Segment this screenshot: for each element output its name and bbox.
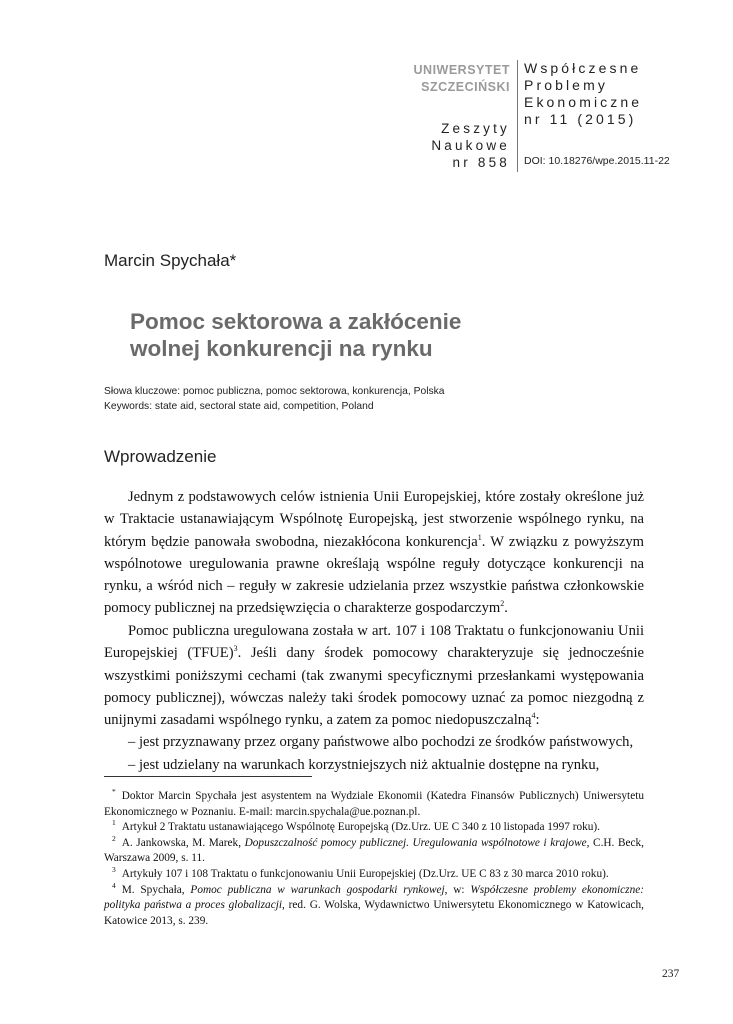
footnote-text: Artykuł 2 Traktatu ustanawiającego Wspólnotę Europejską (Dz.Urz. UE C 340 z 10 listopada 1997 roku). — [121, 821, 600, 834]
footnote-mark: 2 — [112, 834, 116, 844]
footnote-mark: * — [112, 787, 116, 797]
footnotes — [104, 789, 644, 929]
footnote-text: , red. G. Wolska, Wydawnictwo Uniwersytetu Ekonomicznego w Katowicach, Katowice 2013, s. 239. — [104, 899, 645, 927]
section-heading: Wprowadzenie — [104, 447, 217, 466]
series-line: Zeszyty — [441, 121, 510, 136]
journal-line: Ekonomiczne — [524, 94, 643, 110]
title-line: Pomoc sektorowa a zakłócenie — [130, 309, 462, 334]
footnote-text: Doktor Marcin Spychała jest asystentem na Wydziale Ekonomii (Katedra Finansów Publicznych) Uniwersytetu Ekonomicznego w Poznaniu. E-mail: marcin.spychala@ue.poznan.pl. — [104, 790, 644, 818]
footnote-3 — [104, 867, 644, 883]
footnote-text: A. Jankowska, M. Marek, — [121, 836, 245, 849]
footnote-separator — [104, 776, 312, 777]
footnote-ref[interactable]: 2 — [500, 599, 505, 609]
paragraph-text: . W związku z powyższym wspólnotowe uregulowania prawne określają wspólne reguły dotyczące konkurencji na rynku, a wśród nich – reguły w zakresie udzielania przez wszystkie państwa członkowskie pomocy publicznej na przedsięwzięcia o charakterze gospodarczym — [104, 533, 644, 617]
footnote-text: , w: — [444, 883, 471, 896]
footnote-ref[interactable]: 1 — [477, 532, 482, 542]
footnote-ref[interactable]: 4 — [531, 711, 536, 721]
series-line: nr 858 — [452, 155, 510, 170]
footnote-1 — [104, 820, 644, 836]
footnote-2 — [104, 836, 644, 867]
publisher-line: SZCZECIŃSKI — [421, 80, 510, 94]
author-name: Marcin Spychała* — [104, 251, 237, 270]
footnote-4 — [104, 880, 645, 930]
paragraph-text: . — [504, 600, 508, 617]
doi[interactable]: DOI: 10.18276/wpe.2015.11-22 — [524, 155, 670, 167]
paragraph-text: Pomoc publiczna uregulowana została w art. 107 i 108 Traktatu o funkcjonowaniu Unii Europejskiej (TFUE) — [104, 623, 644, 662]
footnote-italic: Dopuszczalność pomocy publicznej. Uregulowania wspólnotowe i krajowe — [244, 836, 587, 849]
header-divider — [517, 60, 518, 172]
paragraph-text: . Jeśli dany środek pomocowy charakteryzuje się jednocześnie wszystkimi poniższymi cechami (tak zwanymi specyficznymi przesłankami występowania pomocy publicznej), wówczas należy taki środek pomocowy uznać za pomoc niezgodną z unijnymi zasadami wspólnego rynku, a zatem za pomoc niedopuszczalną — [104, 645, 644, 729]
footnote-author — [104, 789, 644, 820]
paragraph-2 — [104, 620, 644, 776]
series-name — [431, 120, 510, 171]
journal-line: Problemy — [524, 77, 608, 93]
keywords-en: Keywords: state aid, sectoral state aid, competition, Poland — [104, 401, 374, 412]
journal-line: nr 11 (2015) — [524, 111, 637, 127]
journal-name — [524, 60, 642, 128]
publisher-name — [414, 62, 510, 96]
paragraph-text: : — [535, 712, 540, 729]
journal-line: Współczesne — [524, 60, 642, 76]
list-item: – jest przyznawany przez organy państwowe albo pochodzi ze środków państwowych, — [128, 734, 634, 751]
paragraph-text: Jednym z podstawowych celów istnienia Unii Europejskiej, które zostały określone już w Traktacie ustanawiającym Wspólnotę Europejską, jest stworzenie wspólnego rynku, na którym będzie panowała swobodna, niezakłócona konkurencja — [104, 489, 644, 550]
footnote-text: , C.H. Beck, Warszawa 2009, s. 11. — [104, 836, 644, 865]
footnote-italic: Pomoc publiczna w warunkach gospodarki rynkowej — [190, 883, 445, 896]
series-line: Naukowe — [431, 138, 510, 153]
article-title — [130, 308, 461, 362]
footnote-mark: 1 — [112, 818, 116, 828]
keywords — [104, 384, 445, 414]
publisher-line: UNIWERSYTET — [413, 63, 510, 77]
footnote-text: M. Spychała, — [121, 883, 191, 896]
footnote-italic: Współczesne problemy ekonomiczne: polityka państwa a proces globalizacji — [104, 883, 644, 912]
list-item: – jest udzielany na warunkach korzystniejszych niż aktualnie dostępne na rynku, — [128, 756, 600, 773]
footnote-mark: 4 — [112, 880, 116, 890]
footnote-ref[interactable]: 3 — [233, 644, 238, 654]
title-line: wolnej konkurencji na rynku — [130, 336, 433, 361]
page-number: 237 — [662, 968, 680, 980]
paragraph-1 — [104, 486, 644, 620]
keywords-pl: Słowa kluczowe: pomoc publiczna, pomoc sektorowa, konkurencja, Polska — [104, 386, 445, 397]
footnote-mark: 3 — [112, 865, 116, 875]
footnote-text: Artykuły 107 i 108 Traktatu o funkcjonowaniu Unii Europejskiej (Dz.Urz. UE C 83 z 30 marca 2010 roku). — [121, 867, 609, 880]
